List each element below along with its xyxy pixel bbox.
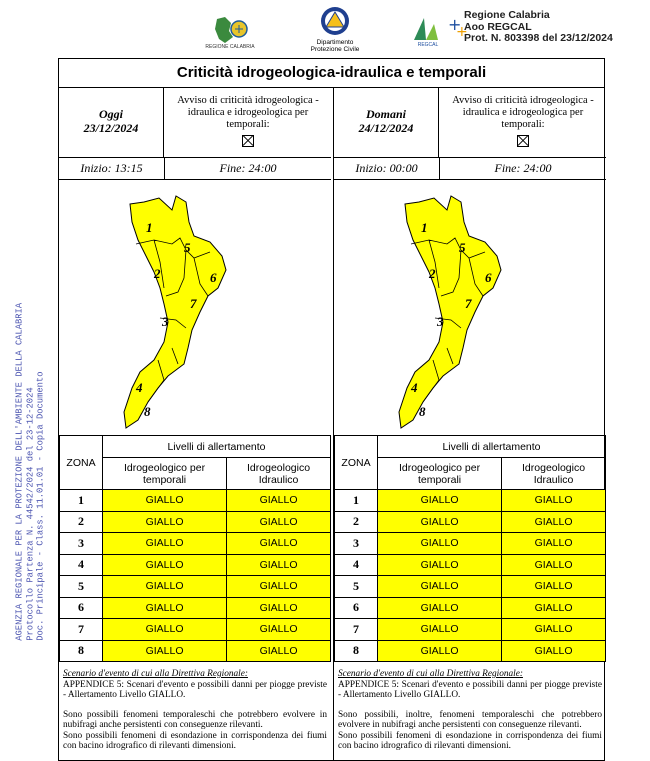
alert-table: [334, 435, 606, 662]
zone-number: 5: [335, 576, 378, 598]
end-time: Fine: 24:00: [494, 161, 552, 175]
level-temporali: GIALLO: [103, 490, 227, 512]
protezione-civile-logo: [300, 6, 370, 54]
start-time: Inizio: 13:15: [59, 157, 165, 179]
alert-table: [59, 435, 331, 662]
level-idraulico: GIALLO: [227, 554, 331, 576]
table-body: [60, 490, 331, 662]
table-body: [335, 490, 606, 662]
regcal-text: REGCAL: [417, 42, 439, 48]
regcal-logo: [408, 10, 468, 50]
col1-header: Idrogeologico per temporali: [378, 458, 502, 490]
level-temporali: GIALLO: [378, 490, 502, 512]
level-idraulico: GIALLO: [502, 597, 606, 619]
map-zone-label-6: 6: [485, 270, 492, 285]
day-date: 24/12/2024: [358, 121, 414, 135]
map-zone-label-7: 7: [190, 296, 197, 311]
map-zone-label-1: 1: [146, 220, 153, 235]
time-range: [59, 157, 331, 180]
level-temporali: GIALLO: [378, 640, 502, 662]
document-header: [0, 0, 650, 58]
avviso-box: [440, 87, 606, 157]
level-idraulico: GIALLO: [227, 619, 331, 641]
dpc-line1: Dipartimento: [316, 39, 354, 46]
zone-number: 7: [335, 619, 378, 641]
map-zone-label-4: 4: [136, 380, 143, 395]
svg-text:+: +: [456, 24, 468, 40]
checkbox-x-icon: [517, 135, 529, 147]
level-idraulico: GIALLO: [502, 511, 606, 533]
stamp-line-1: AGENZIA REGIONALE PER LA PROTEZIONE DELL'AMBIENTE DELLA CALABRIA: [14, 302, 25, 641]
day-label: Oggi: [99, 107, 123, 121]
day-header: [334, 87, 606, 158]
zone-number: 4: [335, 554, 378, 576]
level-temporali: GIALLO: [103, 597, 227, 619]
level-temporali: GIALLO: [103, 511, 227, 533]
zone-number: 3: [60, 533, 103, 555]
table-row: [335, 490, 606, 512]
scenario-text: [63, 669, 327, 752]
map-zone-label-6: 6: [210, 270, 217, 285]
level-temporali: GIALLO: [103, 576, 227, 598]
zone-number: 2: [60, 511, 103, 533]
table-row: [335, 511, 606, 533]
level-idraulico: GIALLO: [502, 533, 606, 555]
map-zone-label-2: 2: [154, 266, 161, 281]
scenario-heading: Scenario d'evento di cui alla Direttiva Regionale:: [338, 669, 523, 679]
scenario-p2: Sono possibili fenomeni temporaleschi che potrebbero evolvere in nubifragi anche persistenti con conseguenze rilevanti.: [63, 709, 327, 730]
zone-number: 4: [60, 554, 103, 576]
map-zone-label-2: 2: [429, 266, 436, 281]
calabria-zone-map: [114, 192, 274, 432]
level-idraulico: GIALLO: [227, 533, 331, 555]
start-time: Inizio: 00:00: [334, 157, 440, 179]
day-label: Domani: [365, 107, 406, 121]
map-zone-label-7: 7: [465, 296, 472, 311]
level-temporali: GIALLO: [378, 533, 502, 555]
table-row: [60, 490, 331, 512]
zone-number: 2: [335, 511, 378, 533]
zone-number: 7: [60, 619, 103, 641]
level-temporali: GIALLO: [103, 533, 227, 555]
table-row: [60, 554, 331, 576]
zone-number: 5: [60, 576, 103, 598]
level-idraulico: GIALLO: [502, 576, 606, 598]
day-header: [59, 87, 331, 158]
protocol-info: [464, 10, 613, 45]
col1-header: Idrogeologico per temporali: [103, 458, 227, 490]
table-row: [60, 576, 331, 598]
table-row: [335, 640, 606, 662]
avviso-text: Avviso di criticità idrogeologica - idraulica e idrogeologica per temporali:: [177, 95, 319, 130]
zone-number: 1: [335, 490, 378, 512]
regione-calabria-logo: [195, 15, 265, 53]
zone-number: 6: [60, 597, 103, 619]
table-row: [335, 576, 606, 598]
table-row: [60, 511, 331, 533]
protocol-stamp: [14, 271, 46, 641]
table-row: [335, 597, 606, 619]
map-zone-label-5: 5: [459, 240, 466, 255]
table-row: [335, 533, 606, 555]
day-column-today: [59, 87, 331, 760]
level-temporali: GIALLO: [378, 554, 502, 576]
stamp-line-3: Doc. Principale - Class. 11.01.01 - Copia Documento: [35, 371, 46, 641]
map-zone-label-3: 3: [162, 314, 169, 329]
table-row: [60, 619, 331, 641]
levels-header: Livelli di allertamento: [378, 436, 606, 458]
level-idraulico: GIALLO: [502, 619, 606, 641]
level-temporali: GIALLO: [103, 640, 227, 662]
col2-header: Idrogeologico Idraulico: [502, 458, 606, 490]
table-row: [60, 533, 331, 555]
table-row: [335, 619, 606, 641]
level-idraulico: GIALLO: [227, 640, 331, 662]
zona-header: ZONA: [60, 436, 103, 490]
scenario-p3: Sono possibili fenomeni di esondazione in corrispondenza dei fiumi con bacino idrografico di rilevanti dimensioni.: [338, 730, 602, 751]
zona-header: ZONA: [335, 436, 378, 490]
scenario-heading: Scenario d'evento di cui alla Direttiva Regionale:: [63, 669, 248, 679]
zone-number: 3: [335, 533, 378, 555]
map-zone-label-5: 5: [184, 240, 191, 255]
avviso-text: Avviso di criticità idrogeologica - idraulica e idrogeologica per temporali:: [452, 95, 594, 130]
scenario-p1: APPENDICE 5: Scenari d'evento e possibili danni per piogge previste - Allertamento Livello GIALLO.: [63, 679, 327, 700]
scenario-p1: APPENDICE 5: Scenari d'evento e possibili danni per piogge previste - Allertamento Livello GIALLO.: [338, 679, 602, 700]
scenario-text: [338, 669, 602, 752]
day-label-box: [59, 87, 164, 157]
level-temporali: GIALLO: [378, 619, 502, 641]
avviso-box: [165, 87, 331, 157]
level-idraulico: GIALLO: [227, 490, 331, 512]
level-idraulico: GIALLO: [502, 554, 606, 576]
level-idraulico: GIALLO: [227, 576, 331, 598]
level-temporali: GIALLO: [378, 576, 502, 598]
day-date: 23/12/2024: [83, 121, 139, 135]
checkbox-x-icon: [242, 135, 254, 147]
table-row: [60, 640, 331, 662]
level-temporali: GIALLO: [378, 597, 502, 619]
table-row: [60, 597, 331, 619]
scenario-p3: Sono possibili fenomeni di esondazione in corrispondenza dei fiumi con bacino idrografico di rilevanti dimensioni.: [63, 730, 327, 751]
map-zone-label-8: 8: [144, 404, 151, 419]
map-zone-label-4: 4: [411, 380, 418, 395]
stamp-line-2: Protocollo Partenza N. 44542/2024 del 23-12-2024: [24, 387, 35, 641]
map-zone-label-1: 1: [421, 220, 428, 235]
level-idraulico: GIALLO: [227, 597, 331, 619]
zone-number: 1: [60, 490, 103, 512]
logo-text: REGIONE CALABRIA: [205, 44, 255, 50]
map-zone-label-8: 8: [419, 404, 426, 419]
calabria-zone-map: [389, 192, 549, 432]
prot-line-2: Aoo REGCAL: [464, 20, 532, 33]
zone-number: 6: [335, 597, 378, 619]
zone-number: 8: [335, 640, 378, 662]
level-temporali: GIALLO: [103, 554, 227, 576]
time-range: [334, 157, 606, 180]
level-idraulico: GIALLO: [502, 640, 606, 662]
prot-line-1: Regione Calabria: [464, 9, 550, 21]
level-idraulico: GIALLO: [227, 511, 331, 533]
zone-number: 8: [60, 640, 103, 662]
col2-header: Idrogeologico Idraulico: [227, 458, 331, 490]
scenario-p2: Sono possibili, inoltre, fenomeni temporaleschi che potrebbero evolvere in nubifragi anche persistenti con conseguenze rilevanti.: [338, 709, 602, 730]
page-title: Criticità idrogeologica-idraulica e temporali: [59, 59, 604, 88]
day-column-tomorrow: [333, 87, 606, 760]
map-zone-label-3: 3: [437, 314, 444, 329]
end-time: Fine: 24:00: [219, 161, 277, 175]
alert-panel: [58, 58, 605, 761]
table-row: [335, 554, 606, 576]
dpc-line2: Protezione Civile: [310, 46, 360, 53]
level-idraulico: GIALLO: [502, 490, 606, 512]
day-label-box: [334, 87, 439, 157]
prot-line-3: Prot. N. 803398 del 23/12/2024: [464, 32, 613, 44]
level-temporali: GIALLO: [378, 511, 502, 533]
svg-text:+: +: [448, 15, 462, 34]
levels-header: Livelli di allertamento: [103, 436, 331, 458]
level-temporali: GIALLO: [103, 619, 227, 641]
